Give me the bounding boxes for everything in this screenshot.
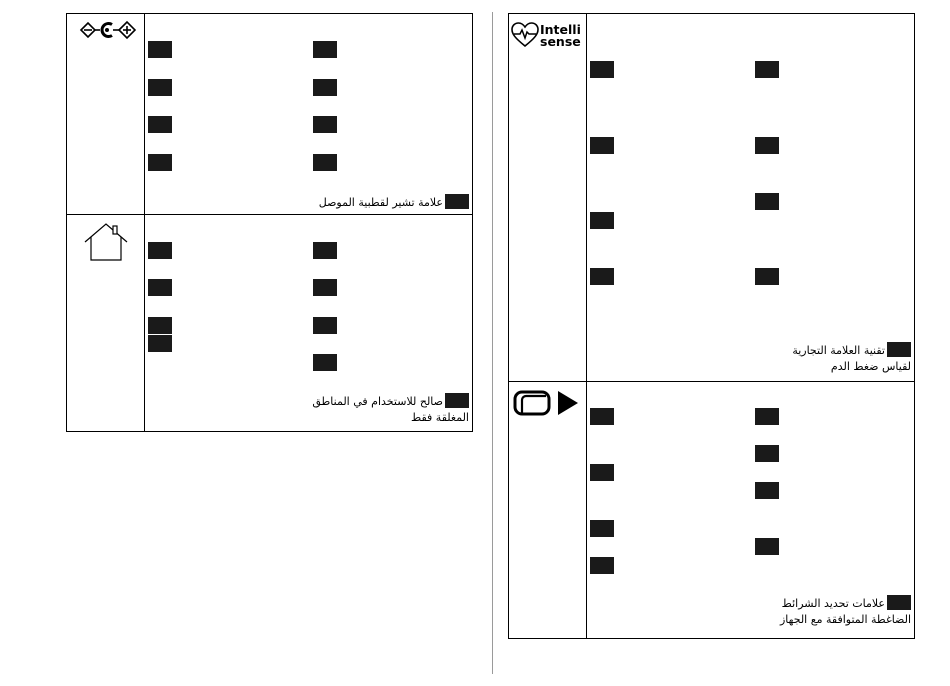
text-block <box>313 154 337 171</box>
text-block <box>590 137 614 154</box>
text-block <box>590 464 614 481</box>
cuff-wrap-icon <box>513 388 553 418</box>
text-block <box>590 408 614 425</box>
text-block <box>148 335 172 352</box>
text-block <box>445 393 469 408</box>
text-block <box>887 342 911 357</box>
text-block <box>148 242 172 259</box>
text-block <box>148 279 172 296</box>
cuff-row <box>509 381 914 639</box>
polarity-row <box>67 14 472 214</box>
intellisense-icon-cell <box>509 14 587 381</box>
text-block <box>313 41 337 58</box>
text-block <box>148 79 172 96</box>
polarity-icon-cell <box>67 14 145 214</box>
text-block <box>313 354 337 371</box>
text-block <box>590 268 614 285</box>
indoor-icon-cell <box>67 215 145 432</box>
page-divider <box>492 12 493 674</box>
left-symbol-table <box>66 13 473 432</box>
house-icon <box>83 222 129 262</box>
indoor-row <box>67 214 472 432</box>
text-block <box>148 41 172 58</box>
cuff-icon-cell <box>509 382 587 639</box>
text-block <box>590 212 614 229</box>
text-block <box>148 154 172 171</box>
text-block <box>590 61 614 78</box>
intellisense-brand: Intelli sense <box>540 22 581 49</box>
dc-polarity-icon <box>72 17 142 43</box>
text-block <box>445 194 469 209</box>
text-block <box>590 557 614 574</box>
text-block <box>148 116 172 133</box>
text-block <box>590 520 614 537</box>
polarity-caption: علامة تشير لقطبية الموصل <box>319 194 469 211</box>
text-block <box>755 445 779 462</box>
text-block <box>755 482 779 499</box>
cuff-caption: علامات تحديد الشرائط الضاغطة المتوافقة مع الجهاز <box>780 597 911 626</box>
play-triangle-icon <box>557 390 579 416</box>
text-block <box>148 317 172 334</box>
text-block <box>887 595 911 610</box>
text-block <box>755 268 779 285</box>
intellisense-caption: تقنية العلامة التجارية لقياس ضغط الدم <box>792 344 911 373</box>
intellisense-row <box>509 14 914 381</box>
text-block <box>755 61 779 78</box>
text-block <box>313 116 337 133</box>
text-block <box>313 79 337 96</box>
text-block <box>755 193 779 210</box>
heart-pulse-icon <box>511 22 539 48</box>
text-block <box>313 242 337 259</box>
indoor-caption: صالح للاستخدام في المناطق المغلقة فقط <box>312 395 469 424</box>
text-block <box>313 279 337 296</box>
text-block <box>755 538 779 555</box>
text-block <box>755 408 779 425</box>
text-block <box>755 137 779 154</box>
text-block <box>313 317 337 334</box>
right-symbol-table <box>508 13 915 639</box>
